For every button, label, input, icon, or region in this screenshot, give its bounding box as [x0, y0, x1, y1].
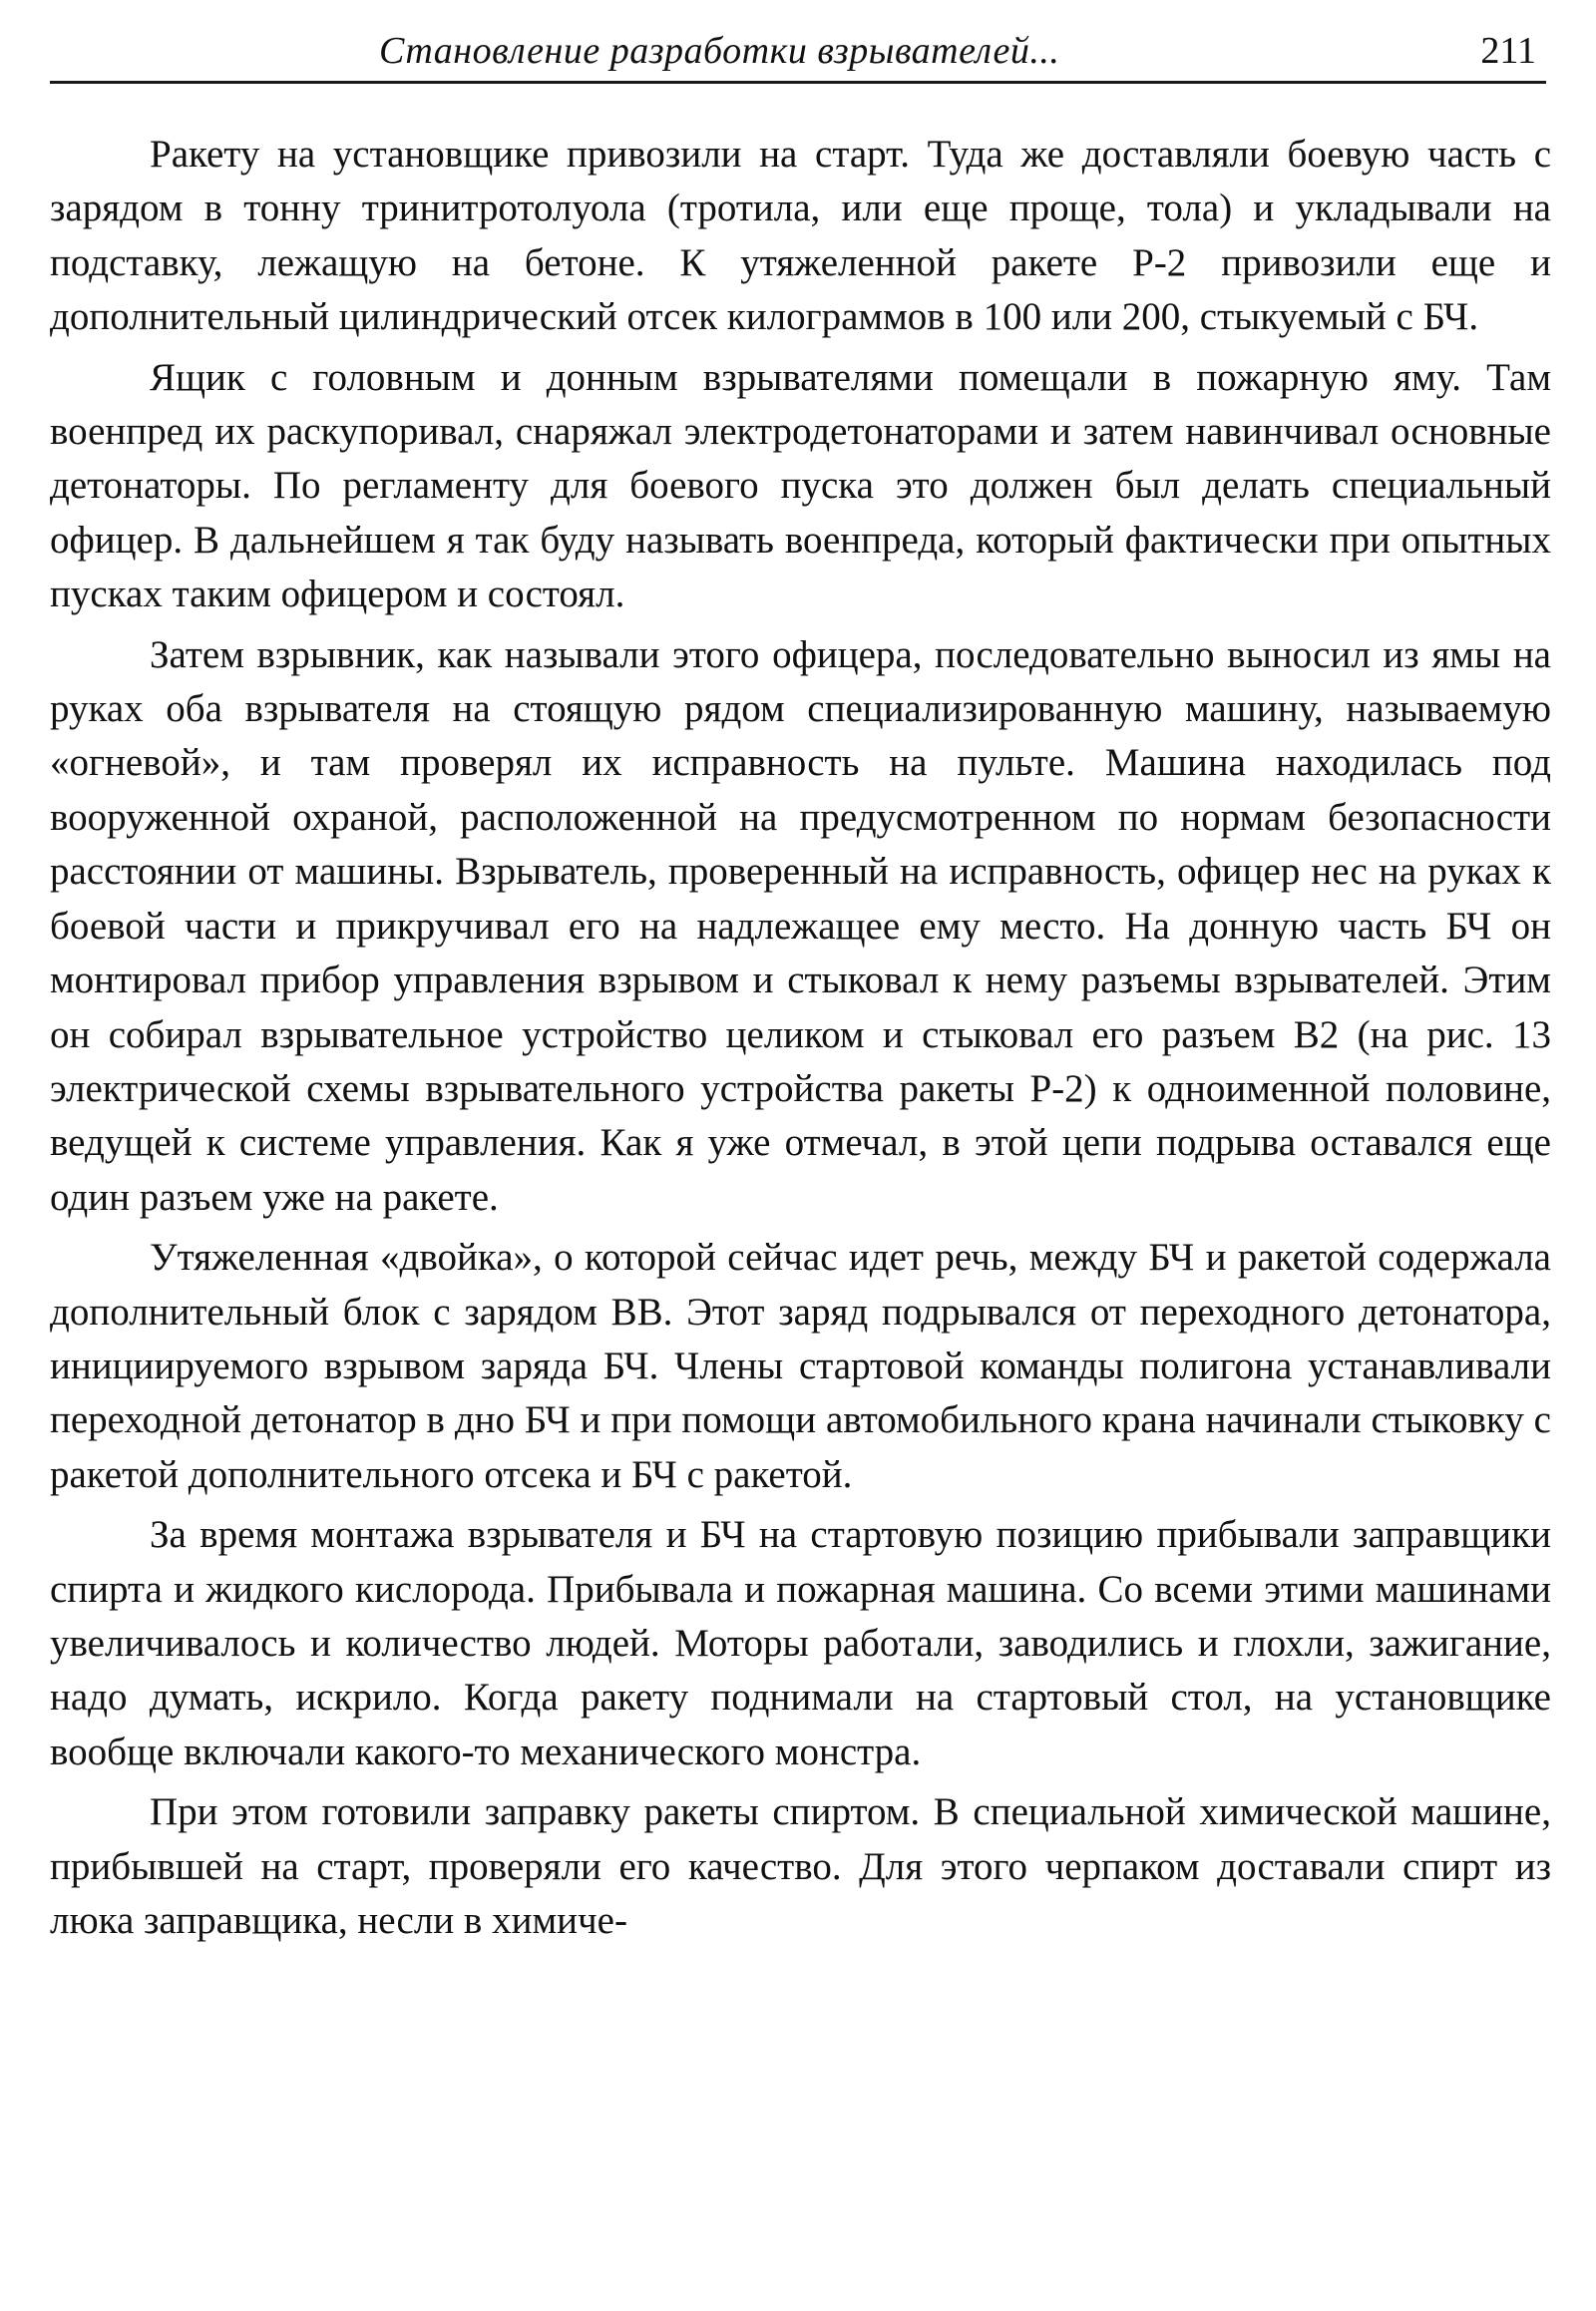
running-head-title: Становление разработки взрывателей... — [379, 30, 1060, 72]
body-text — [50, 128, 1551, 1954]
paragraph: За время монтажа взрывателя и БЧ на стартовую позицию прибывали заправщики спирта и жидкого кислорода. Прибывала и пожарная машина. Со всеми этими машинами увеличивалось и количество людей. Моторы работали, заводились и глохли, зажигание, надо думать, искрило. Когда ракету поднимали на стартовый стол, на установщике вообще включали какого-то механического монстра. — [50, 1513, 1551, 1773]
paragraph: Ящик с головным и донным взрывателями помещали в пожарную яму. Там военпред их раскупоривал, снаряжал электродетонаторами и затем навинчивал основные детонаторы. По регламенту для боевого пуска это должен был делать специальный офицер. В дальнейшем я так буду называть военпреда, который фактически при опытных пусках таким офицером и состоял. — [50, 355, 1551, 616]
running-header — [50, 18, 1546, 84]
paragraph: Ракету на установщике привозили на старт. Туда же доставляли боевую часть с зарядом в тонну тринитротолуола (тротила, или еще проще, тола) и укладывали на подставку, лежащую на бетоне. К утяжеленной ракете Р-2 привозили еще и дополнительный цилиндрический отсек килограммов в 100 или 200, стыкуемый с БЧ. — [50, 133, 1551, 339]
paragraph: При этом готовили заправку ракеты спиртом. В специальной химической машине, прибывшей на старт, проверяли его качество. Для этого черпаком доставали спирт из люка заправщика, несли в химиче- — [50, 1790, 1551, 1942]
page-number: 211 — [1480, 30, 1536, 72]
paragraph: Затем взрывник, как называли этого офицера, последовательно выносил из ямы на руках оба взрывателя на стоящую рядом специализированную машину, называемую «огневой», и там проверял их исправность на пульте. Машина находилась под вооруженной охраной, расположенной на предусмотренном по нормам безопасности расстоянии от машины. Взрыватель, проверенный на исправность, офицер нес на руках к боевой части и прикручивал его на надлежащее ему место. На донную часть БЧ он монтировал прибор управления взрывом и стыковал к нему разъемы взрывателей. Этим он собирал взрывательное устройство целиком и стыковал его разъем В2 (на рис. 13 электрической схемы взрывательного устройства ракеты Р-2) к одноименной половине, ведущей к системе управления. Как я уже отмечал, в этой цепи подрыва оставался еще один разъем уже на ракете. — [50, 632, 1551, 1219]
paragraph: Утяжеленная «двойка», о которой сейчас идет речь, между БЧ и ракетой содержала дополнительный блок с зарядом ВВ. Этот заряд подрывался от переходного детонатора, инициируемого взрывом заряда БЧ. Члены стартовой команды полигона устанавливали переходной детонатор в дно БЧ и при помощи автомобильного крана начинали стыковку с ракетой дополнительного отсека и БЧ с ракетой. — [50, 1236, 1551, 1496]
